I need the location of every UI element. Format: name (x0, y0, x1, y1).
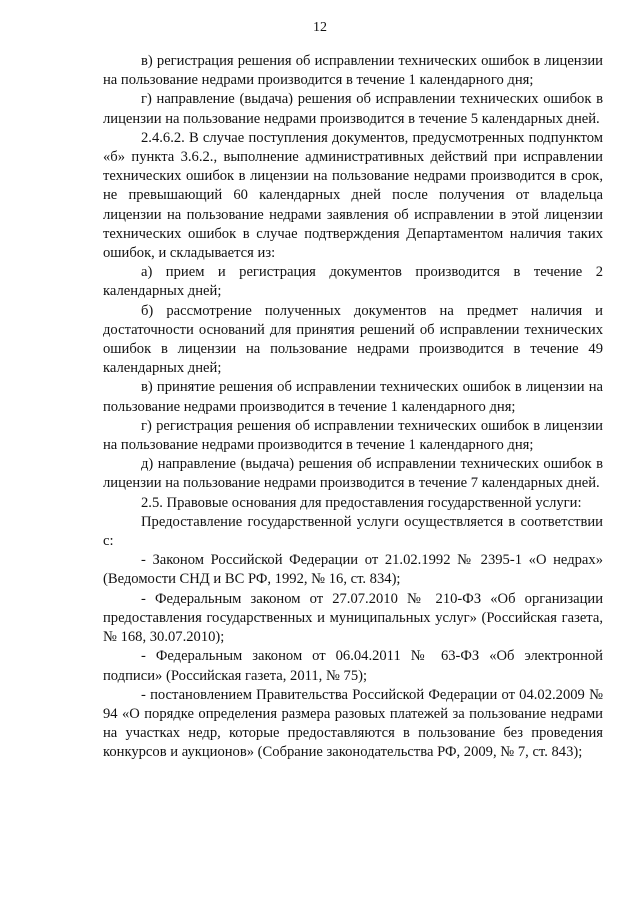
paragraph-v-registration: в) регистрация решения об исправлении технических ошибок в лицензии на пользование недрами производится в течение 1 календарного дня; (103, 53, 603, 89)
list-item-resolution-94: - постановлением Правительства Российской Федерации от 04.02.2009 № 94 «О порядке определения размера разовых платежей за пользование недрами на участках недр, которые предоставляются в пользование без проведения конкурсов и аукционов» (Собрание законодательства РФ, 2009, № 7, ст. 843); (103, 686, 603, 761)
paragraph-legal-intro: Предоставление государственной услуги осуществляется в соответствии с: (103, 513, 603, 550)
paragraph-g-issuance: г) направление (выдача) решения об исправлении технических ошибок в лицензии на пользование недрами производится в течение 5 календарных дней. (103, 91, 603, 127)
paragraph-2-4-6-2: 2.4.6.2. В случае поступления документов, предусмотренных подпунктом «б» пункта 3.6.2., выполнение административных действий при исправлении технических ошибок в лицензии на пользование недрами производится в срок, не превышающий 60 календарных дней после получения от владельца лицензии на пользование недрами заявления об исправлении в этой лицензии технических ошибок в случае подтверждения Департаментом наличия таких ошибок, и складывается из: (103, 129, 603, 262)
paragraph-a-reception: а) прием и регистрация документов производится в течение 2 календарных дней; (103, 264, 603, 300)
paragraph-b-review: б) рассмотрение полученных документов на предмет наличия и достаточности оснований для принятия решений об исправлении технических ошибок в лицензии на пользование недрами производится в течение 49 календарных дней; (103, 302, 603, 377)
page-number: 12 (313, 20, 327, 35)
document-body (103, 52, 603, 763)
paragraph-g-registration: г) регистрация решения об исправлении технических ошибок в лицензии на пользование недрами производится в течение 1 календарного дня; (103, 417, 603, 454)
section-2-5-heading: 2.5. Правовые основания для предоставления государственной услуги: (141, 494, 582, 511)
paragraph-d-issuance: д) направление (выдача) решения об исправлении технических ошибок в лицензии на пользование недрами производится в течение 7 календарных дней. (103, 456, 603, 492)
list-item-law-210fz: - Федеральным законом от 27.07.2010 № 210-ФЗ «Об организации предоставления государственных и муниципальных услуг» (Российская газета, № 168, 30.07.2010); (103, 590, 603, 646)
paragraph-v-decision: в) принятие решения об исправлении технических ошибок в лицензии на пользование недрами производится в течение 1 календарного дня; (103, 379, 603, 415)
list-item-law-63fz: - Федеральным законом от 06.04.2011 № 63-ФЗ «Об электронной подписи» (Российская газета, 2011, № 75); (103, 648, 603, 684)
list-item-law-nedra: - Законом Российской Федерации от 21.02.1992 № 2395-1 «О недрах» (Ведомости СНД и ВС РФ, 1992, № 16, ст. 834); (103, 552, 603, 588)
